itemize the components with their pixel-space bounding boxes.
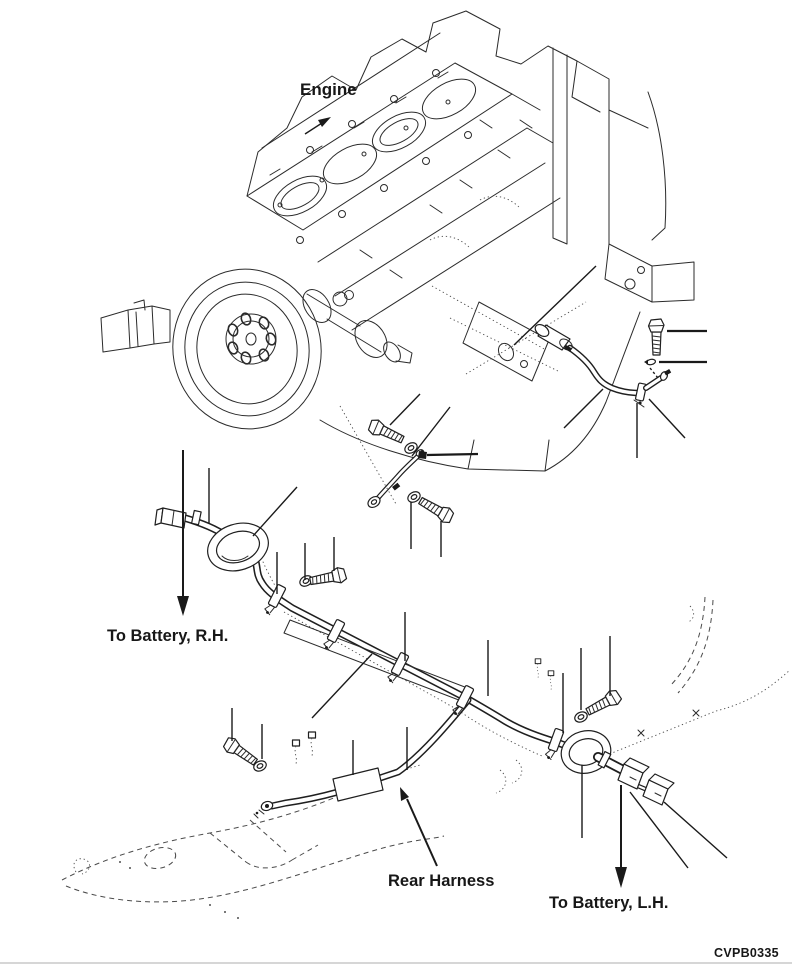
lh-connector-1: [618, 758, 649, 789]
rh-ground-cable: [533, 319, 671, 407]
battery-lh-arrow: [615, 785, 627, 888]
left-bracket: [101, 300, 170, 352]
bolt: [649, 319, 665, 355]
engine-label: Engine: [300, 80, 357, 99]
bolt: [584, 688, 623, 719]
engine-illustration: [101, 11, 694, 471]
leader-lines: [209, 266, 727, 868]
bolt: [367, 418, 406, 447]
pigtail-connector: [309, 732, 316, 758]
bolt: [309, 566, 347, 588]
battery-lh-label: To Battery, L.H.: [549, 894, 669, 912]
pigtail-connector: [548, 671, 554, 692]
rear-harness-label: Rear Harness: [388, 872, 495, 890]
pigtail-connector: [293, 740, 300, 766]
battery-rh-arrow: [177, 450, 189, 616]
starter-motor: [297, 284, 412, 365]
bolt: [221, 735, 259, 768]
figure-code: CVPB0335: [714, 946, 779, 960]
bolt: [417, 494, 456, 525]
engine-pointer-arrow: [305, 117, 331, 134]
pigtail-connector: [535, 659, 541, 680]
main-harness: [155, 406, 674, 818]
branch-wrap-band: [333, 768, 383, 801]
chassis-outline-right: [602, 597, 790, 757]
sleeve-terminal: [533, 322, 574, 352]
flywheel-housing: [160, 257, 334, 440]
rh-terminal: [155, 508, 201, 528]
screw: [644, 359, 656, 366]
branch-ring-terminal: [254, 800, 274, 818]
chassis-outline-left: [62, 765, 444, 919]
rear-harness-arrow: [400, 787, 437, 866]
battery-rh-label: To Battery, R.H.: [107, 627, 229, 645]
washer: [573, 710, 589, 724]
lh-connector-2: [643, 774, 674, 805]
